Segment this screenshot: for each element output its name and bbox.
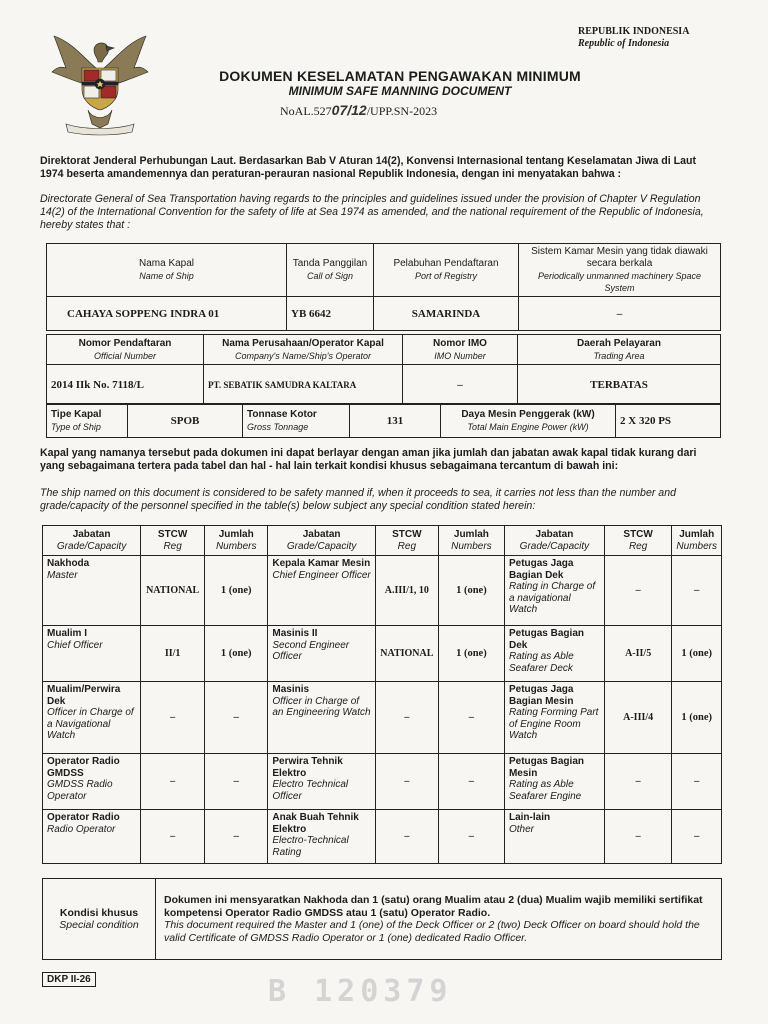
crew-position	[504, 556, 604, 626]
ums-value: –	[519, 297, 721, 331]
crew-number: 1 (one)	[438, 626, 504, 682]
crew-position	[504, 810, 604, 864]
crew-position	[504, 682, 604, 754]
crew-number: –	[438, 810, 504, 864]
crew-position	[504, 754, 604, 810]
col-num-1: Jumlah Numbers	[205, 526, 268, 556]
republic-id: REPUBLIK INDONESIA	[578, 26, 690, 37]
stcw-reg: –	[141, 682, 205, 754]
official-number-value: 2014 IIk No. 7118/L	[47, 365, 204, 405]
ship-type-value: SPOB	[128, 404, 243, 438]
crew-position	[43, 754, 141, 810]
crew-position	[43, 810, 141, 864]
call-sign-header: Tanda Panggilan Call of Sign	[287, 244, 374, 297]
position-name: Petugas Jaga Bagian Mesin	[508, 684, 574, 707]
stcw-reg: A-II/5	[604, 626, 672, 682]
crew-number: –	[205, 754, 268, 810]
special-condition-label: Kondisi khusus Special condition	[43, 879, 156, 960]
stcw-reg: NATIONAL	[141, 556, 205, 626]
position-name-en: Second Engineer Officer	[272, 639, 350, 662]
crew-number: 1 (one)	[438, 556, 504, 626]
col-stcw-3: STCW Reg	[604, 526, 672, 556]
crew-position	[268, 556, 376, 626]
crew-number: 1 (one)	[205, 556, 268, 626]
document-number	[280, 102, 437, 119]
position-name: Mualim/Perwira Dek	[47, 684, 121, 707]
ship-name-header: Nama Kapal Name of Ship	[47, 244, 287, 297]
position-name-en: Rating in Charge of a navigational Watch	[508, 581, 596, 615]
crew-position	[268, 754, 376, 810]
crew-number: 1 (one)	[205, 626, 268, 682]
position-name-en: Electro-Technical Rating	[272, 835, 349, 858]
crew-position	[43, 556, 141, 626]
special-condition-table	[42, 878, 722, 960]
crew-position	[504, 626, 604, 682]
doc-no-handwritten: 07/12	[331, 102, 367, 118]
position-name-en: Rating Forming Part of Engine Room Watch	[508, 707, 599, 741]
position-name: Nakhoda	[47, 558, 90, 569]
position-name: Operator Radio	[47, 812, 120, 823]
stcw-reg: –	[375, 810, 438, 864]
intro-english: Directorate General of Sea Transportation having regards to the principles and guidelines issued under the provision of Chapter V Regulation 14(2) of the International Convention for the safety of life at Sea 1974 as amended, and the national requirement of the Republic of Indonesia, hereby states that :	[40, 193, 704, 231]
engine-power-header: Daya Mesin Penggerak (kW) Total Main Engine Power (kW)	[441, 404, 616, 438]
position-name: Masinis II	[272, 628, 318, 639]
doc-no-prefix: NoAL.527	[280, 104, 332, 118]
serial-number-watermark: B 120379	[268, 974, 453, 1009]
position-name-en: Officer in Charge of an Engineering Watch	[272, 695, 371, 718]
col-stcw-1: STCW Reg	[141, 526, 205, 556]
crew-row	[43, 754, 722, 810]
ship-name-value: CAHAYA SOPPENG INDRA 01	[47, 297, 287, 331]
stcw-reg: –	[375, 682, 438, 754]
crew-row	[43, 682, 722, 754]
col-num-3: Jumlah Numbers	[672, 526, 722, 556]
special-condition-en: This document required the Master and 1 (one) of the Deck Officer or 2 (two) Deck Officer on board should hold the valid Certificate of GMDSS Radio Operator or 1 (one) dedicated Radio Officer.	[164, 919, 700, 944]
position-name-en: Radio Operator	[47, 823, 116, 835]
position-name-en: Master	[47, 569, 78, 581]
position-name: Kepala Kamar Mesin	[272, 558, 371, 569]
doc-no-suffix: /UPP.SN-2023	[366, 104, 438, 118]
republic-heading	[578, 26, 728, 50]
stcw-reg: –	[604, 754, 672, 810]
position-name: Operator Radio GMDSS	[47, 756, 120, 779]
crew-row	[43, 810, 722, 864]
official-number-header: Nomor Pendaftaran Official Number	[47, 335, 204, 365]
stcw-reg: –	[141, 754, 205, 810]
imo-value: –	[403, 365, 518, 405]
port-header: Pelabuhan Pendaftaran Port of Registry	[374, 244, 519, 297]
crew-row	[43, 626, 722, 682]
stcw-reg: –	[375, 754, 438, 810]
stcw-reg: –	[604, 810, 672, 864]
crew-requirements-table	[42, 525, 722, 864]
position-name-en: Rating as Able Seafarer Engine	[508, 779, 582, 802]
company-header: Nama Perusahaan/Operator Kapal Company's Name/Ship's Operator	[204, 335, 403, 365]
crew-position	[268, 810, 376, 864]
col-stcw-2: STCW Reg	[375, 526, 438, 556]
col-grade-2: Jabatan Grade/Capacity	[268, 526, 376, 556]
crew-row	[43, 556, 722, 626]
ums-header: Sistem Kamar Mesin yang tidak diawaki secara berkala Periodically unmanned machinery Space System	[519, 244, 721, 297]
position-name: Petugas Bagian Dek	[508, 628, 584, 651]
crew-number: 1 (one)	[672, 626, 722, 682]
safe-manning-statement-en: The ship named on this document is considered to be safety manned if, when it proceeds to sea, it carries not less than the number and grade/capacity of the personnel specified in the table(s) below subject any special condition stated herein:	[40, 487, 676, 512]
engine-power-value: 2 X 320 PS	[616, 404, 721, 438]
call-sign-value: YB 6642	[287, 297, 374, 331]
crew-number: –	[438, 754, 504, 810]
stcw-reg: A-III/4	[604, 682, 672, 754]
ship-particulars-table-1	[46, 243, 721, 331]
position-name: Masinis	[272, 684, 310, 695]
special-condition-text	[156, 879, 722, 960]
trading-area-header: Daerah Pelayaran Trading Area	[518, 335, 721, 365]
intro-indonesian: Direktorat Jenderal Perhubungan Laut. Berdasarkan Bab V Aturan 14(2), Konvensi Internasional tentang Keselamatan Jiwa di Laut 1974 beserta amandemennya dan peraturan-perauran nasional Republik Indonesia, dengan ini menyatakan bahwa :	[40, 155, 696, 180]
position-name: Petugas Jaga Bagian Dek	[508, 558, 574, 581]
crew-position	[268, 682, 376, 754]
trading-area-value: TERBATAS	[518, 365, 721, 405]
crew-position	[43, 626, 141, 682]
crew-position	[268, 626, 376, 682]
crew-number: –	[205, 810, 268, 864]
position-name-en: Electro Technical Officer	[272, 779, 349, 802]
position-name: Perwira Tehnik Elektro	[272, 756, 343, 779]
col-grade-3: Jabatan Grade/Capacity	[504, 526, 604, 556]
position-name-en: Officer in Charge of a Navigational Watch	[47, 707, 134, 741]
ship-particulars-table-2	[46, 334, 721, 405]
crew-number: –	[672, 556, 722, 626]
ship-type-header: Tipe Kapal Type of Ship	[47, 404, 128, 438]
col-num-2: Jumlah Numbers	[438, 526, 504, 556]
position-name: Petugas Bagian Mesin	[508, 756, 584, 779]
position-name-en: GMDSS Radio Operator	[47, 779, 113, 802]
stcw-reg: A.III/1, 10	[375, 556, 438, 626]
gross-tonnage-value: 131	[350, 404, 441, 438]
ship-particulars-table-3	[46, 403, 721, 438]
crew-number: 1 (one)	[672, 682, 722, 754]
col-grade-1: Jabatan Grade/Capacity	[43, 526, 141, 556]
republic-en: Republic of Indonesia	[578, 38, 670, 49]
crew-number: –	[205, 682, 268, 754]
stcw-reg: NATIONAL	[375, 626, 438, 682]
position-name: Anak Buah Tehnik Elektro	[272, 812, 359, 835]
special-condition-id: Dokumen ini mensyaratkan Nakhoda dan 1 (satu) orang Mualim atau 2 (dua) Mualim wajib memiliki sertifikat kompetensi Operator Radio GMDSS atau 1 (satu) Operator Radio.	[164, 894, 703, 919]
position-name-en: Chief Officer	[47, 639, 103, 651]
safe-manning-statement-id: Kapal yang namanya tersebut pada dokumen ini dapat berlayar dengan aman jika jumlah dan jabatan awak kapal tidak kurang dari yang sebagaimana tertera pada tabel dan hal - hal lain terkait kondisi khusus sebagaimana tercantum di bawah ini:	[40, 447, 697, 472]
port-value: SAMARINDA	[374, 297, 519, 331]
company-value: PT. SEBATIK SAMUDRA KALTARA	[204, 365, 403, 405]
position-name: Lain-lain	[508, 812, 551, 823]
crew-number: –	[438, 682, 504, 754]
stcw-reg: II/1	[141, 626, 205, 682]
document-title: DOKUMEN KESELAMATAN PENGAWAKAN MINIMUM	[219, 68, 581, 84]
stcw-reg: –	[141, 810, 205, 864]
form-code: DKP II-26	[42, 972, 96, 987]
position-name-en: Other	[508, 823, 534, 835]
stcw-reg: –	[604, 556, 672, 626]
imo-header: Nomor IMO IMO Number	[403, 335, 518, 365]
position-name-en: Rating as Able Seafarer Deck	[508, 651, 574, 674]
position-name: Mualim I	[47, 628, 88, 639]
position-name-en: Chief Engineer Officer	[272, 569, 371, 581]
gross-tonnage-header: Tonnase Kotor Gross Tonnage	[243, 404, 350, 438]
crew-number: –	[672, 754, 722, 810]
crew-position	[43, 682, 141, 754]
document-title-en: MINIMUM SAFE MANNING DOCUMENT	[288, 84, 512, 98]
crew-number: –	[672, 810, 722, 864]
